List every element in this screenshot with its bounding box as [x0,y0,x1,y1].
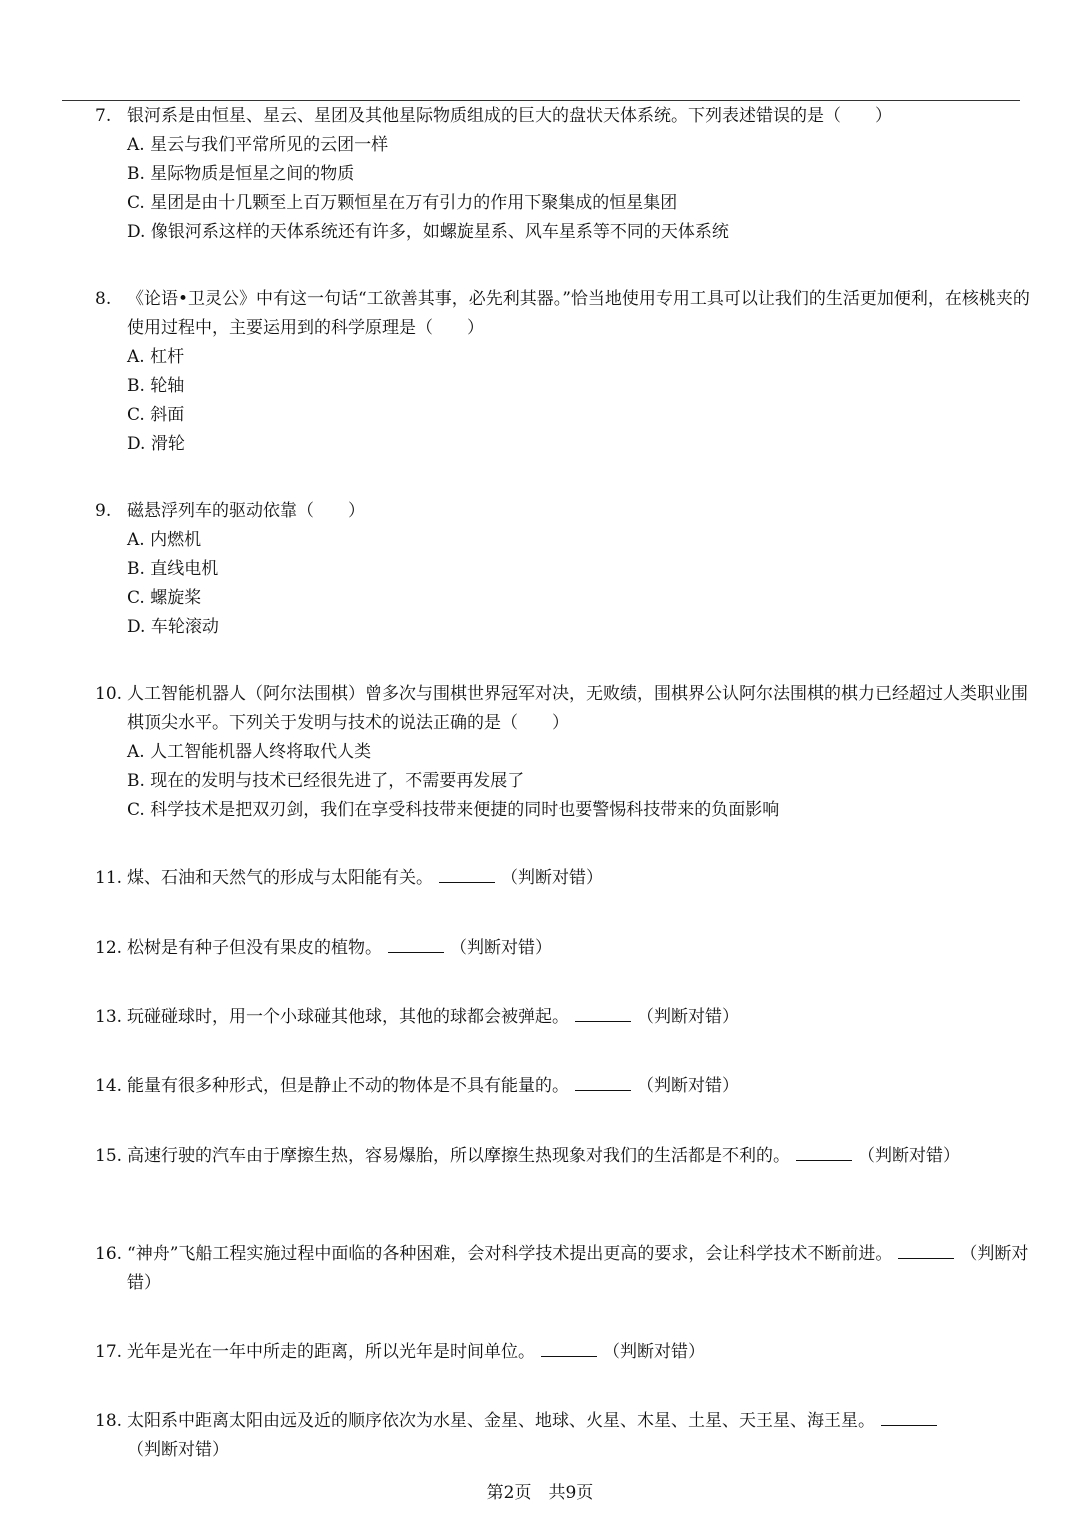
answer-blank[interactable] [796,1142,852,1161]
judge-label: （判断对错） [450,938,552,958]
judge-label: （判断对错） [637,1076,739,1096]
question-number: 16. [95,1244,123,1264]
question-stem [95,285,1040,343]
judge-label: （判断对错） [127,1244,1029,1293]
question-text: 太阳系中距离太阳由远及近的顺序依次为水星、金星、地球、火星、木星、土星、天王星、海王星。 [127,1411,875,1431]
question-text: 煤、石油和天然气的形成与太阳能有关。 [127,868,433,888]
question-10 [95,680,1040,825]
option-d: D. 滑轮 [127,434,185,454]
question-number: 18. [95,1411,123,1431]
question-text: 玩碰碰球时，用一个小球碰其他球，其他的球都会被弹起。 [127,1007,569,1027]
question-text: 银河系是由恒星、星云、星团及其他星际物质组成的巨大的盘状天体系统。下列表述错误的是（ ） [127,106,892,126]
question-number: 11. [95,868,123,888]
question-stem [95,1407,1040,1465]
question-stem [95,1240,1040,1298]
page-number-footer: 第2页 共9页 [486,1483,594,1503]
question-text: 松树是有种子但没有果皮的植物。 [127,938,382,958]
question-text: 光年是光在一年中所走的距离，所以光年是时间单位。 [127,1342,535,1362]
question-number: 14. [95,1076,123,1096]
question-15 [95,1142,1040,1171]
question-18 [95,1407,1040,1465]
question-16 [95,1240,1040,1298]
answer-blank[interactable] [898,1240,954,1259]
question-17 [95,1338,1040,1367]
answer-blank[interactable] [575,1072,631,1091]
question-number: 13. [95,1007,123,1027]
question-number: 15. [95,1146,123,1166]
option-a: A. 星云与我们平常所见的云团一样 [127,135,389,155]
option-a: A. 内燃机 [127,530,202,550]
option-c: C. 螺旋桨 [127,588,202,608]
answer-blank[interactable] [439,864,495,883]
question-stem [95,1142,1040,1171]
judge-label: （判断对错） [603,1342,705,1362]
question-number: 9. [95,501,112,521]
question-number: 10. [95,684,123,704]
option-b: B. 现在的发明与技术已经很先进了，不需要再发展了 [127,771,525,791]
option-d: D. 像银河系这样的天体系统还有许多，如螺旋星系、风车星系等不同的天体系统 [127,222,729,242]
question-text: 能量有很多种形式，但是静止不动的物体是不具有能量的。 [127,1076,569,1096]
option-d: D. 车轮滚动 [127,617,219,637]
option-c: C. 星团是由十几颗至上百万颗恒星在万有引力的作用下聚集成的恒星集团 [127,193,678,213]
question-text: 高速行驶的汽车由于摩擦生热，容易爆胎，所以摩擦生热现象对我们的生活都是不利的。 [127,1146,790,1166]
question-11 [95,864,1040,893]
question-stem [95,1338,1040,1367]
question-stem [95,1072,1040,1101]
option-a: A. 人工智能机器人终将取代人类 [127,742,372,762]
header-rule [62,100,1020,101]
question-stem [95,934,1040,963]
option-c: C. 斜面 [127,405,185,425]
judge-label: （判断对错） [637,1007,739,1027]
question-stem [95,1003,1040,1032]
option-b: B. 星际物质是恒星之间的物质 [127,164,355,184]
answer-blank[interactable] [881,1407,937,1426]
question-12 [95,934,1040,963]
option-c: C. 科学技术是把双刃剑，我们在享受科技带来便捷的同时也要警惕科技带来的负面影响 [127,800,780,820]
answer-blank[interactable] [575,1003,631,1022]
option-a: A. 杠杆 [127,347,185,367]
question-text: 《论语•卫灵公》中有这一句话“工欲善其事，必先利其器。”恰当地使用专用工具可以让我们的生活更加便利，在核桃夹的使用过程中，主要运用到的科学原理是（ ） [127,289,1030,338]
question-stem [95,497,1040,526]
question-7 [95,102,1040,247]
question-number: 7. [95,106,112,126]
question-13 [95,1003,1040,1032]
question-stem [95,102,1040,131]
question-text: “神舟”飞船工程实施过程中面临的各种困难，会对科学技术提出更高的要求，会让科学技术不断前进。 [127,1244,893,1264]
question-text: 人工智能机器人（阿尔法围棋）曾多次与围棋世界冠军对决，无败绩，围棋界公认阿尔法围棋的棋力已经超过人类职业围棋顶尖水平。下列关于发明与技术的说法正确的是（ ） [127,684,1028,733]
judge-label: （判断对错） [858,1146,960,1166]
question-text: 磁悬浮列车的驱动依靠（ ） [127,501,365,521]
judge-label: （判断对错） [501,868,603,888]
question-number: 8. [95,289,112,309]
question-stem [95,864,1040,893]
answer-blank[interactable] [541,1338,597,1357]
option-b: B. 直线电机 [127,559,219,579]
question-number: 17. [95,1342,123,1362]
question-9 [95,497,1040,642]
question-number: 12. [95,938,123,958]
question-8 [95,285,1040,459]
answer-blank[interactable] [388,934,444,953]
option-b: B. 轮轴 [127,376,185,396]
question-stem [95,680,1040,738]
question-14 [95,1072,1040,1101]
judge-label: （判断对错） [127,1440,229,1460]
